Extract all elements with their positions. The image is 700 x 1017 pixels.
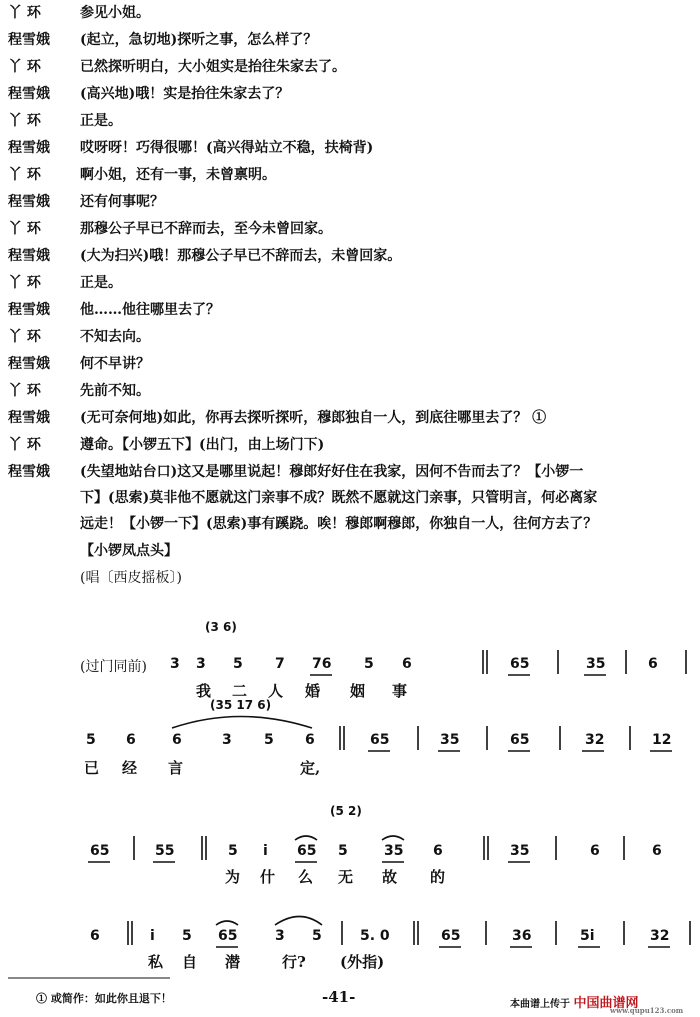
note: 35 [384, 843, 404, 859]
paren-top: (35 17 6) [210, 698, 272, 712]
note: 5 [338, 843, 348, 859]
note: 65 [370, 732, 390, 748]
note: 6 [433, 843, 443, 859]
note: 65 [441, 928, 461, 944]
dialogue-text: 先前不知。 [80, 383, 150, 399]
dialogue-text: 还有何事呢？ [80, 194, 164, 210]
speaker-name: 程雪娥 [8, 194, 50, 210]
speaker-name: 丫 环 [8, 437, 41, 453]
note: 12 [652, 732, 672, 748]
dialogue-text: 他……他往哪里去了？ [80, 302, 220, 318]
lyric: (外指) [340, 953, 385, 971]
dialogue-text: 何不早讲？ [80, 356, 150, 372]
lyric: 已 [84, 759, 100, 777]
lyric: 定, [300, 759, 321, 777]
speaker-name: 丫 环 [8, 221, 41, 237]
lyric: 故 [382, 868, 398, 886]
watermark-brand-b: 曲谱网 [599, 996, 639, 1011]
dialogue-text: 哎呀呀！巧得很哪！(高兴得站立不稳，扶椅背) [80, 140, 374, 156]
note: 65 [90, 843, 110, 859]
note: 6 [402, 656, 412, 672]
note: 5 [312, 928, 322, 944]
lyric: 无 [338, 868, 354, 886]
dialogue-text: (高兴地)哦！实是抬往朱家去了？ [80, 86, 290, 102]
tune-text: (唱〔西皮摇板〕) [80, 570, 182, 586]
lyric: 的 [430, 868, 446, 886]
dialogue-text: 不知去向。 [80, 329, 150, 345]
lyric: 人 [268, 682, 284, 700]
speaker-name: 丫 环 [8, 167, 41, 183]
dialogue-text: 已然探听明白，大小姐实是抬往朱家去了。 [80, 59, 346, 75]
lyric: 姻 [350, 682, 366, 700]
note: 65 [218, 928, 238, 944]
note: 65 [510, 656, 530, 672]
note: 6 [652, 843, 662, 859]
lyric: 潜 [225, 953, 241, 971]
note: 3 [196, 656, 206, 672]
intro-label: (过门同前) [80, 659, 147, 675]
note: 5 [182, 928, 192, 944]
note: 35 [440, 732, 460, 748]
note: 65 [510, 732, 530, 748]
note: 6 [172, 732, 182, 748]
note: 65 [297, 843, 317, 859]
note: 76 [312, 656, 332, 672]
lyric: 么 [298, 868, 314, 886]
lyric: 经 [122, 759, 138, 777]
lyric: 行? [282, 953, 306, 971]
speaker-name: 丫 环 [8, 329, 41, 345]
note: 5i [580, 928, 595, 944]
speaker-name: 程雪娥 [8, 410, 50, 426]
lyric: 二 [232, 682, 248, 700]
note: 32 [650, 928, 670, 944]
note: 6 [90, 928, 100, 944]
watermark-prefix: 本曲谱上传于 [510, 999, 570, 1010]
note: 3 [170, 656, 180, 672]
watermark-domain: www.qupu123.com [610, 1006, 684, 1015]
note: 5 [364, 656, 374, 672]
note: 3 [275, 928, 285, 944]
dialogue-text: 遵命。【小锣五下】(出门，由上场门下) [80, 437, 325, 453]
dialogue-text: (大为扫兴)哦！那穆公子早已不辞而去，未曾回家。 [80, 248, 402, 264]
lyric: 什 [260, 868, 276, 886]
dialogue-text: 那穆公子早已不辞而去，至今未曾回家。 [80, 221, 332, 237]
dialogue-text: (失望地站台口)这又是哪里说起！穆郎好好住在我家，因何不告而去了？【小锣一 [80, 464, 584, 480]
speaker-name: 程雪娥 [8, 32, 50, 48]
note: 6 [126, 732, 136, 748]
dialogue-text: 正是。 [80, 275, 122, 291]
dialogue-text: 正是。 [80, 113, 122, 129]
footnote: ① 或简作：如此你且退下！ [36, 992, 172, 1005]
note: 35 [586, 656, 606, 672]
note: 5 [86, 732, 96, 748]
paren-top: (5 2) [330, 804, 362, 818]
lyric: 言 [168, 759, 184, 777]
speaker-name: 程雪娥 [8, 356, 50, 372]
paren-top: (3 6) [205, 620, 237, 634]
note: 5 [264, 732, 274, 748]
lyric: 自 [182, 953, 198, 971]
continuation-line-1: 下】(思索)莫非他不愿就这门亲事不成？既然不愿就这门亲事，只管明言，何必离家 [80, 490, 598, 506]
note: 5 [228, 843, 238, 859]
cue-text: 【小锣凤点头】 [80, 543, 178, 559]
speaker-name: 程雪娥 [8, 140, 50, 156]
dialogue-text: 啊小姐，还有一事，未曾禀明。 [80, 167, 276, 183]
speaker-name: 程雪娥 [8, 248, 50, 264]
speaker-name: 程雪娥 [8, 302, 50, 318]
watermark-brand-a: 中国 [573, 996, 600, 1011]
dialogue-text: (起立，急切地)探听之事，怎么样了？ [80, 32, 318, 48]
speaker-name: 程雪娥 [8, 86, 50, 102]
note: 7 [275, 656, 285, 672]
note: i [263, 843, 268, 859]
note: 5 [233, 656, 243, 672]
speaker-name: 丫 环 [8, 5, 41, 21]
speaker-name: 丫 环 [8, 113, 41, 129]
speaker-name: 丫 环 [8, 59, 41, 75]
note: 3 [222, 732, 232, 748]
speaker-name: 丫 环 [8, 383, 41, 399]
note: 5. 0 [360, 928, 390, 944]
note: 6 [590, 843, 600, 859]
note: 35 [510, 843, 530, 859]
note: 6 [305, 732, 315, 748]
note: i [150, 928, 155, 944]
continuation-line-2: 远走！【小锣一下】(思索)事有蹊跷。唉！穆郎啊穆郎，你独自一人，往何方去了？ [80, 516, 598, 532]
note: 6 [648, 656, 658, 672]
page-number: -41- [322, 988, 356, 1006]
note: 32 [585, 732, 605, 748]
dialogue-text: 参见小姐。 [80, 5, 150, 21]
lyric: 为 [225, 868, 241, 886]
speaker-name: 丫 环 [8, 275, 41, 291]
lyric: 我 [196, 682, 212, 700]
lyric: 事 [392, 682, 408, 700]
speaker-name: 程雪娥 [8, 464, 50, 480]
dialogue-text: (无可奈何地)如此，你再去探听探听，穆郎独自一人，到底往哪里去了？ ① [80, 410, 547, 426]
lyric: 私 [148, 953, 164, 971]
note: 36 [512, 928, 532, 944]
lyric: 婚 [305, 682, 321, 700]
note: 55 [155, 843, 175, 859]
